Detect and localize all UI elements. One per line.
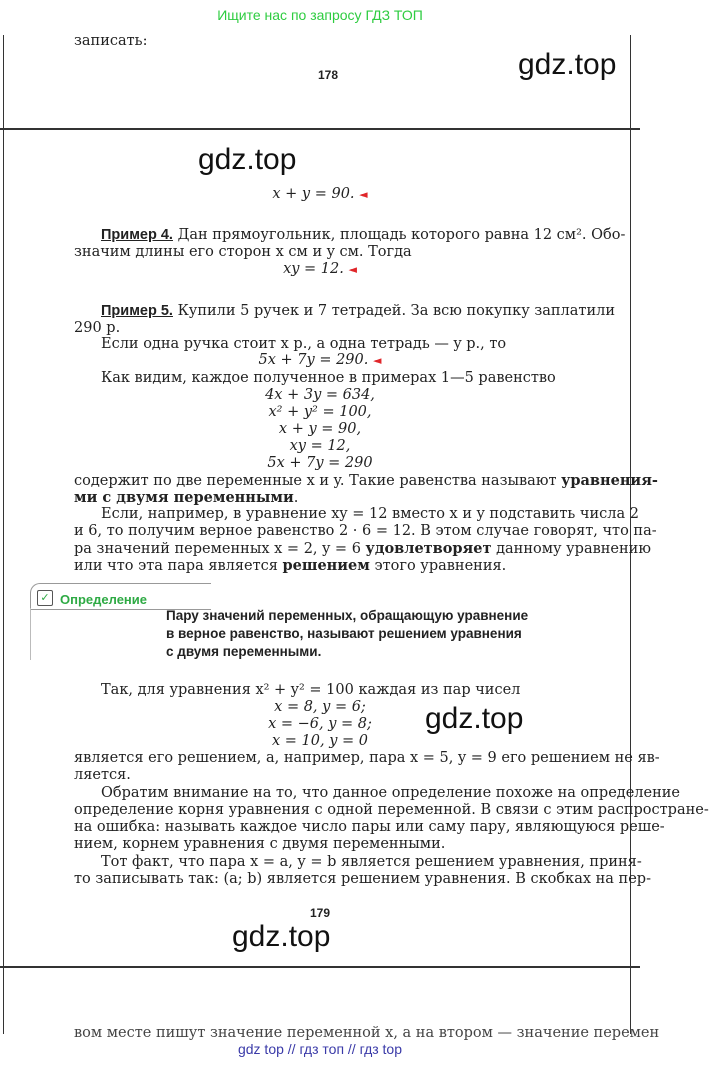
equation: x + y = 90, [278,421,362,437]
example-5-line: Если одна ручка стоит x р., а одна тетрадь — y р., то [101,336,507,352]
end-marker-icon: ◄ [348,263,357,276]
watermark: gdz.top [198,143,297,176]
paragraph: Если, например, в уравнение xy = 12 вместо x и y подставить числа 2 [101,506,639,522]
paragraph: нием, корнем уравнения с двумя переменными. [74,836,446,852]
watermark: gdz.top [232,920,331,953]
page-left-border [3,130,4,968]
end-marker-icon: ◄ [359,188,368,201]
paragraph: ми с двумя переменными. [74,489,299,506]
paragraph: ляется. [74,767,131,783]
equation: 5x + 7y = 290. ◄ [258,352,382,368]
example-4-line: значим длины его сторон x см и y см. Тогда [74,244,412,260]
definition-label: Определение [60,592,148,607]
watermark: gdz.top [518,48,617,81]
paragraph: Тот факт, что пара x = a, y = b является решением уравнения, приня- [101,854,642,870]
example-4: Пример 4. Дан прямоугольник, площадь которого равна 12 см². Обо- [101,227,626,243]
paragraph: или что эта пара является решением этого уравнения. [74,557,507,574]
paragraph: Обратим внимание на то, что данное определение похоже на определение [101,785,681,801]
page-left-border [3,968,4,1034]
equation: 5x + 7y = 290 [267,455,373,471]
page-divider [0,128,640,130]
definition-rule [30,608,31,660]
equation: x = 10, y = 0 [272,733,368,749]
equation: x = 8, y = 6; [274,699,366,715]
page-number: 178 [317,68,339,82]
paragraph: то записывать так: (a; b) является решением уравнения. В скобках на пер- [74,871,651,887]
bottom-links[interactable]: gdz top // гдз топ // гдз top [237,1041,403,1057]
equation: xy = 12. ◄ [283,261,357,277]
equation: xy = 12, [289,438,351,454]
equation: x² + y² = 100, [268,404,372,420]
top-banner[interactable]: Ищите нас по запросу ГДЗ ТОП [217,7,423,23]
page-divider [0,966,640,968]
definition-text: Пару значений переменных, обращающую уравнение в верное равенство, называют решением уравнения с двумя переменными. [166,608,529,659]
paragraph: и 6, то получим верное равенство 2 · 6 = 12. В этом случае говорят, что па- [74,523,657,539]
paragraph: ра значений переменных x = 2, y = 6 удовлетворяет данному уравнению [74,540,651,557]
cut-text: вом месте пишут значение переменной x, а на втором — значение перемен [74,1025,660,1041]
paragraph: является его решением, а, например, пара x = 5, y = 9 его решением не яв- [74,750,660,766]
example-5: Пример 5. Купили 5 ручек и 7 тетрадей. За всю покупку заплатили [101,303,615,319]
equation: x = −6, y = 8; [268,716,372,732]
checkbox-icon: ✓ [37,590,53,606]
paragraph: на ошибка: называть каждое число пары или саму пару, являющуюся реше- [74,819,665,835]
paragraph: содержит по две переменные x и y. Такие равенства называют уравнения- [74,472,658,489]
paragraph: определение корня уравнения с одной переменной. В связи с этим распростране- [74,802,709,818]
paragraph: Как видим, каждое полученное в примерах 1—5 равенство [101,370,556,386]
paragraph: Так, для уравнения x² + y² = 100 каждая из пар чисел [101,682,521,698]
watermark: gdz.top [425,702,524,735]
page-left-border [3,35,4,130]
equation: 4x + 3y = 634, [265,387,375,403]
equation: x + y = 90. ◄ [272,186,368,202]
page-number: 179 [309,906,331,920]
page-text: записать: [74,33,148,49]
example-5-line: 290 р. [74,320,121,336]
page-right-border [630,35,631,130]
end-marker-icon: ◄ [372,354,382,367]
